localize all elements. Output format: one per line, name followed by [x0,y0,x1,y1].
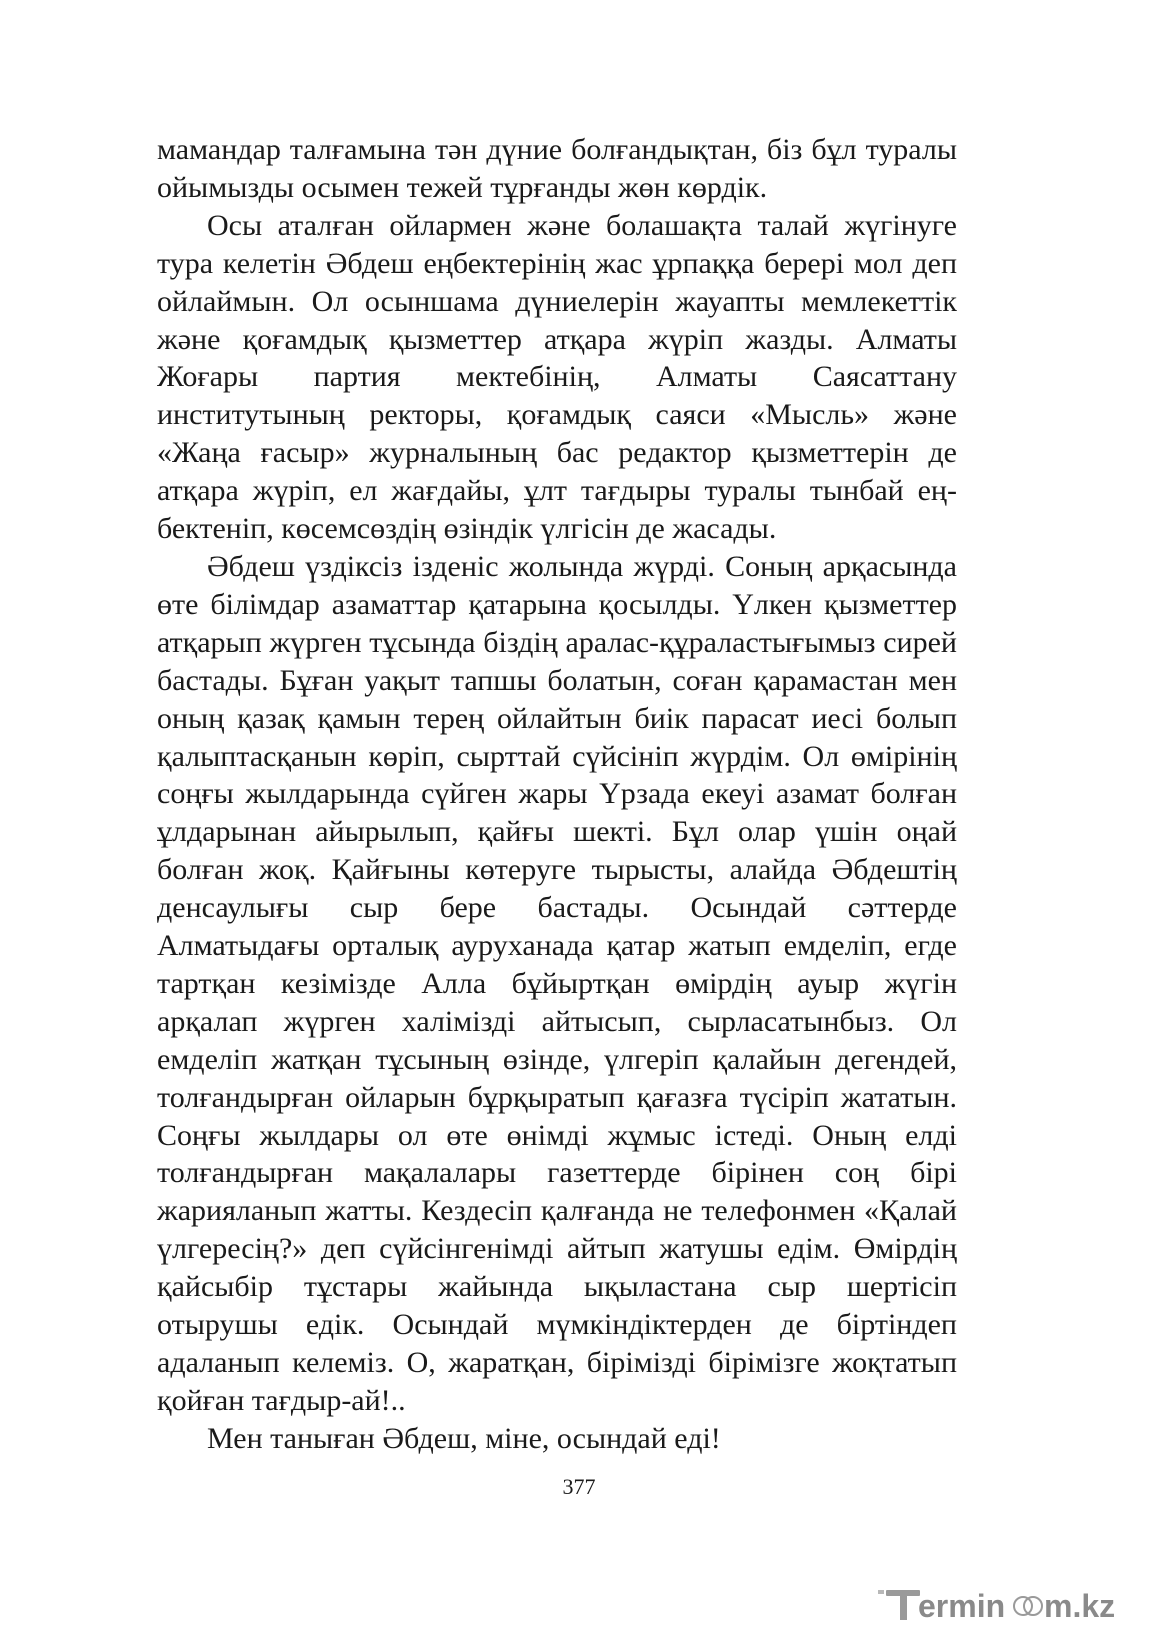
termincom-watermark-logo [868,1580,1128,1630]
paragraph-1: мамандар талғамына тән дүние болғандықтан, біз бұл туралы ойымызды осымен тежей тұрғанды жөн көрдік. [157,133,957,204]
svg-text:m.kz: m.kz [1044,1588,1116,1624]
paragraph-4: Мен таныған Әбдеш, міне, осындай еді! [207,1421,721,1455]
page-number: 377 [562,1474,596,1499]
paragraph-2: Осы аталған ойлармен және болашақта талай жүгінуге тура келетін Әбдеш еңбектерінің жас ұрпаққа берері мол деп ойлаймын. Ол осыншама дүниелерін жауапты мемлекеттік және қоғамдық қызметтер атқара жүріп жазды. Алматы Жоғары партия мектебінің, Алматы Саясаттану институтының ректоры, қоғамдық саяси «Мысль» және «Жаңа ғасыр» журналының бас редактор қызметтерін де атқара жүріп, ел жағдайы, ұлт тағдыры туралы тынбай еңбектеніп, көсемсөздің өзіндік үлгісін де жасады. [157,208,957,546]
body-text [157,131,957,1458]
svg-text:ermin: ermin [918,1588,1006,1624]
paragraph-3: Әбдеш үздіксіз ізденіс жолында жүрді. Соның арқасында өте білімдар азаматтар қатарына қосылды. Үлкен қызметтер атқарып жүрген тұсында біздің аралас-құраластығымыз сирей бастады. Бұған уақыт тапшы болатын, соған қарамастан мен оның қазақ қамын терең ойлайтын биік парасат иесі болып қалыптасқанын көріп, сырттай сүйсініп жүрдім. Ол өмірінің соңғы жылдарында сүйген жары Үрзада екеуі азамат болған ұлдарынан айырылып, қайғы шекті. Бұл олар үшін оңай болған жоқ. Қайғыны көтеруге тырысты, алайда Әбдештің денсаулығы сыр бере бастады. Осындай сәттерде Алматыдағы орталық ауруханада қатар жатып емделіп, егде тартқан кезімізде Алла бұйыртқан өмірдің ауыр жүгін арқалап жүрген халімізді айтысып, сырласатынбыз. Ол емделіп жатқан тұсының өзінде, үлгеріп қалайын дегендей, толғандырған ойларын бұрқыратып қағазға түсіріп жататын. Соңғы жылдары ол өте өнімді жұмыс істеді. Оның елді толғандырған мақалалары газеттерде бірінен соң бірі жарияланып жатты. Кездесіп қалғанда не телефонмен «Қалай үлгересің?» деп сүйсінгенімді айтып жатушы едім. Өмірдің қайсыбір тұстары жайында ықыластана сыр шертісіп отырушы едік. Осындай мүмкіндіктерден де біртіндеп адаланып келеміз. О, жаратқан, бірімізді бірімізге жоқтатып қойған тағдыр-ай!.. [157,549,957,1417]
